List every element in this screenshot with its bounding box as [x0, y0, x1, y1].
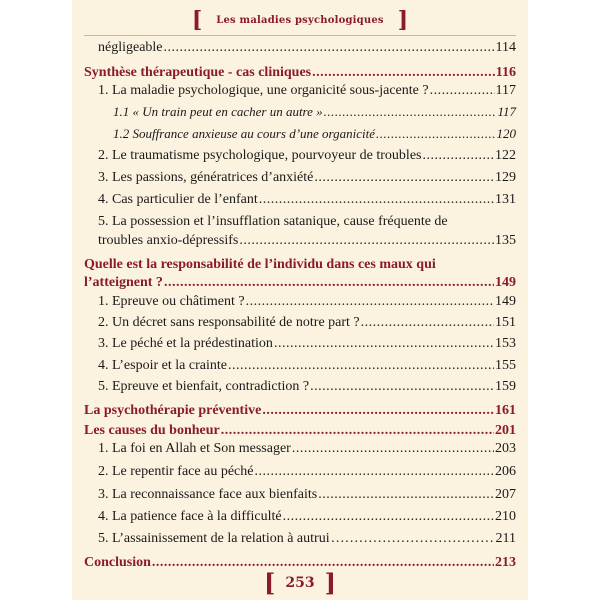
toc-entry-title: 3. Le péché et la prédestination	[98, 336, 273, 351]
toc-leader	[254, 464, 494, 480]
toc-entry-page: 117	[495, 83, 516, 98]
toc-subentry-title: 1.1 « Un train peut en cacher un autre »	[113, 104, 323, 119]
toc-leader	[318, 487, 494, 503]
toc-entry-continuation	[98, 233, 516, 249]
toc-entry-title: 4. L’espoir et la crainte	[98, 358, 227, 373]
book-page	[72, 0, 528, 600]
toc-subentry	[113, 104, 516, 120]
footer-close-bracket: ]	[324, 568, 336, 597]
toc-subentry-title: 1.2 Souffrance anxieuse au cours d’une organicité	[113, 126, 375, 141]
toc-entry	[98, 192, 516, 208]
toc-leader	[331, 531, 495, 547]
toc-entry	[98, 379, 516, 395]
toc-entry-title: troubles anxio-dépressifs	[98, 233, 239, 248]
toc-section	[84, 257, 516, 273]
toc-leader	[228, 358, 494, 374]
toc-leader	[246, 294, 494, 310]
header-close-bracket: ]	[397, 7, 409, 33]
toc-leader	[283, 509, 494, 525]
toc-entry-page: 159	[495, 379, 516, 394]
toc-entry-page: 129	[495, 170, 516, 185]
toc-leader	[422, 148, 494, 164]
toc-entry-title: 1. Epreuve ou châtiment ?	[98, 294, 245, 309]
toc-subentry-page: 117	[497, 104, 516, 119]
toc-entry	[98, 83, 516, 99]
toc-entry-title: 4. La patience face à la difficulté	[98, 509, 282, 524]
toc-section-title: La psychothérapie préventive	[84, 403, 262, 418]
toc-section	[84, 555, 516, 571]
toc-leader	[152, 555, 494, 571]
toc-subentry-page: 120	[496, 126, 516, 141]
toc-entry	[98, 358, 516, 374]
toc-entry-page: 122	[495, 148, 516, 163]
toc-entry-page: 155	[495, 358, 516, 373]
toc-entry	[98, 294, 516, 310]
running-head-title: Les maladies psychologiques	[216, 14, 384, 26]
toc-entry	[98, 148, 516, 164]
toc-entry-title: négligeable	[98, 40, 163, 55]
toc-entry-title: 2. Un décret sans responsabilité de notre part ?	[98, 315, 360, 330]
toc-entry	[98, 531, 516, 547]
toc-section-page: 213	[495, 555, 516, 570]
toc-entry-page: 206	[495, 464, 516, 479]
toc-section-continuation	[84, 275, 516, 291]
toc-leader	[310, 379, 494, 395]
toc-leader	[274, 336, 494, 352]
toc-section-title: Quelle est la responsabilité de l’individu dans ces maux qui	[84, 257, 436, 272]
toc-entry-page: 149	[495, 294, 516, 309]
toc-entry	[98, 170, 516, 186]
toc-leader	[292, 441, 494, 457]
toc-leader	[376, 126, 496, 142]
toc-entry-title: 5. La possession et l’insufflation satanique, cause fréquente de	[98, 214, 448, 229]
toc-entry-title: 5. L’assainissement de la relation à autrui	[98, 531, 330, 546]
toc-entry-title: 3. La reconnaissance face aux bienfaits	[98, 487, 318, 502]
toc-entry-page: 114	[495, 40, 516, 55]
toc-section-page: 149	[495, 275, 516, 290]
footer-open-bracket: [	[264, 568, 276, 597]
toc-entry	[98, 509, 516, 525]
toc-entry-title: 3. Les passions, génératrices d’anxiété	[98, 170, 314, 185]
toc-section	[84, 65, 516, 81]
toc-section-page: 201	[495, 423, 516, 438]
toc-leader	[430, 83, 495, 99]
toc-section-title: Les causes du bonheur	[84, 423, 220, 438]
header-open-bracket: [	[191, 7, 203, 33]
toc-leader	[361, 315, 494, 331]
toc-section-title: Synthèse thérapeutique - cas cliniques	[84, 65, 312, 80]
toc-leader	[259, 192, 494, 208]
toc-entry-page: 211	[495, 531, 516, 546]
toc-entry-title: 2. Le traumatisme psychologique, pourvoyeur de troubles	[98, 148, 422, 163]
toc-leader	[239, 233, 494, 249]
toc-section-title: l’atteignent ?	[84, 275, 163, 290]
toc-leader	[312, 65, 495, 81]
toc-section	[84, 403, 516, 419]
toc-entry	[98, 336, 516, 352]
toc-section-title: Conclusion	[84, 555, 151, 570]
page-number: 253	[285, 575, 315, 591]
toc-section-page: 161	[495, 403, 516, 418]
toc-entry-page: 210	[495, 509, 516, 524]
toc-entry-page: 203	[495, 441, 516, 456]
toc-leader	[324, 104, 497, 120]
toc-leader	[221, 423, 494, 439]
toc-entry-page: 207	[495, 487, 516, 502]
toc-entry	[98, 214, 516, 230]
toc-section-page: 116	[495, 65, 516, 80]
toc-section	[84, 423, 516, 439]
toc-entry	[98, 40, 516, 56]
toc-entry-title: 2. Le repentir face au péché	[98, 464, 254, 479]
toc-entry-page: 151	[495, 315, 516, 330]
toc-entry-page: 153	[495, 336, 516, 351]
toc-entry-page: 131	[495, 192, 516, 207]
top-divider	[84, 35, 516, 36]
toc-leader	[164, 40, 495, 56]
toc-leader	[262, 403, 494, 419]
toc-entry-page: 135	[495, 233, 516, 248]
toc-entry-title: 5. Epreuve et bienfait, contradiction ?	[98, 379, 310, 394]
toc-entry	[98, 487, 516, 503]
toc-entry-title: 1. La maladie psychologique, une organicité sous-jacente ?	[98, 83, 429, 98]
toc-entry	[98, 464, 516, 480]
toc-entry-title: 4. Cas particulier de l’enfant	[98, 192, 258, 207]
toc-leader	[314, 170, 494, 186]
toc-subentry	[113, 126, 516, 142]
toc-leader	[164, 275, 494, 291]
toc-entry	[98, 441, 516, 457]
running-head	[72, 7, 528, 33]
toc-entry-title: 1. La foi en Allah et Son messager	[98, 441, 291, 456]
toc-entry	[98, 315, 516, 331]
page-number-footer	[72, 568, 528, 597]
